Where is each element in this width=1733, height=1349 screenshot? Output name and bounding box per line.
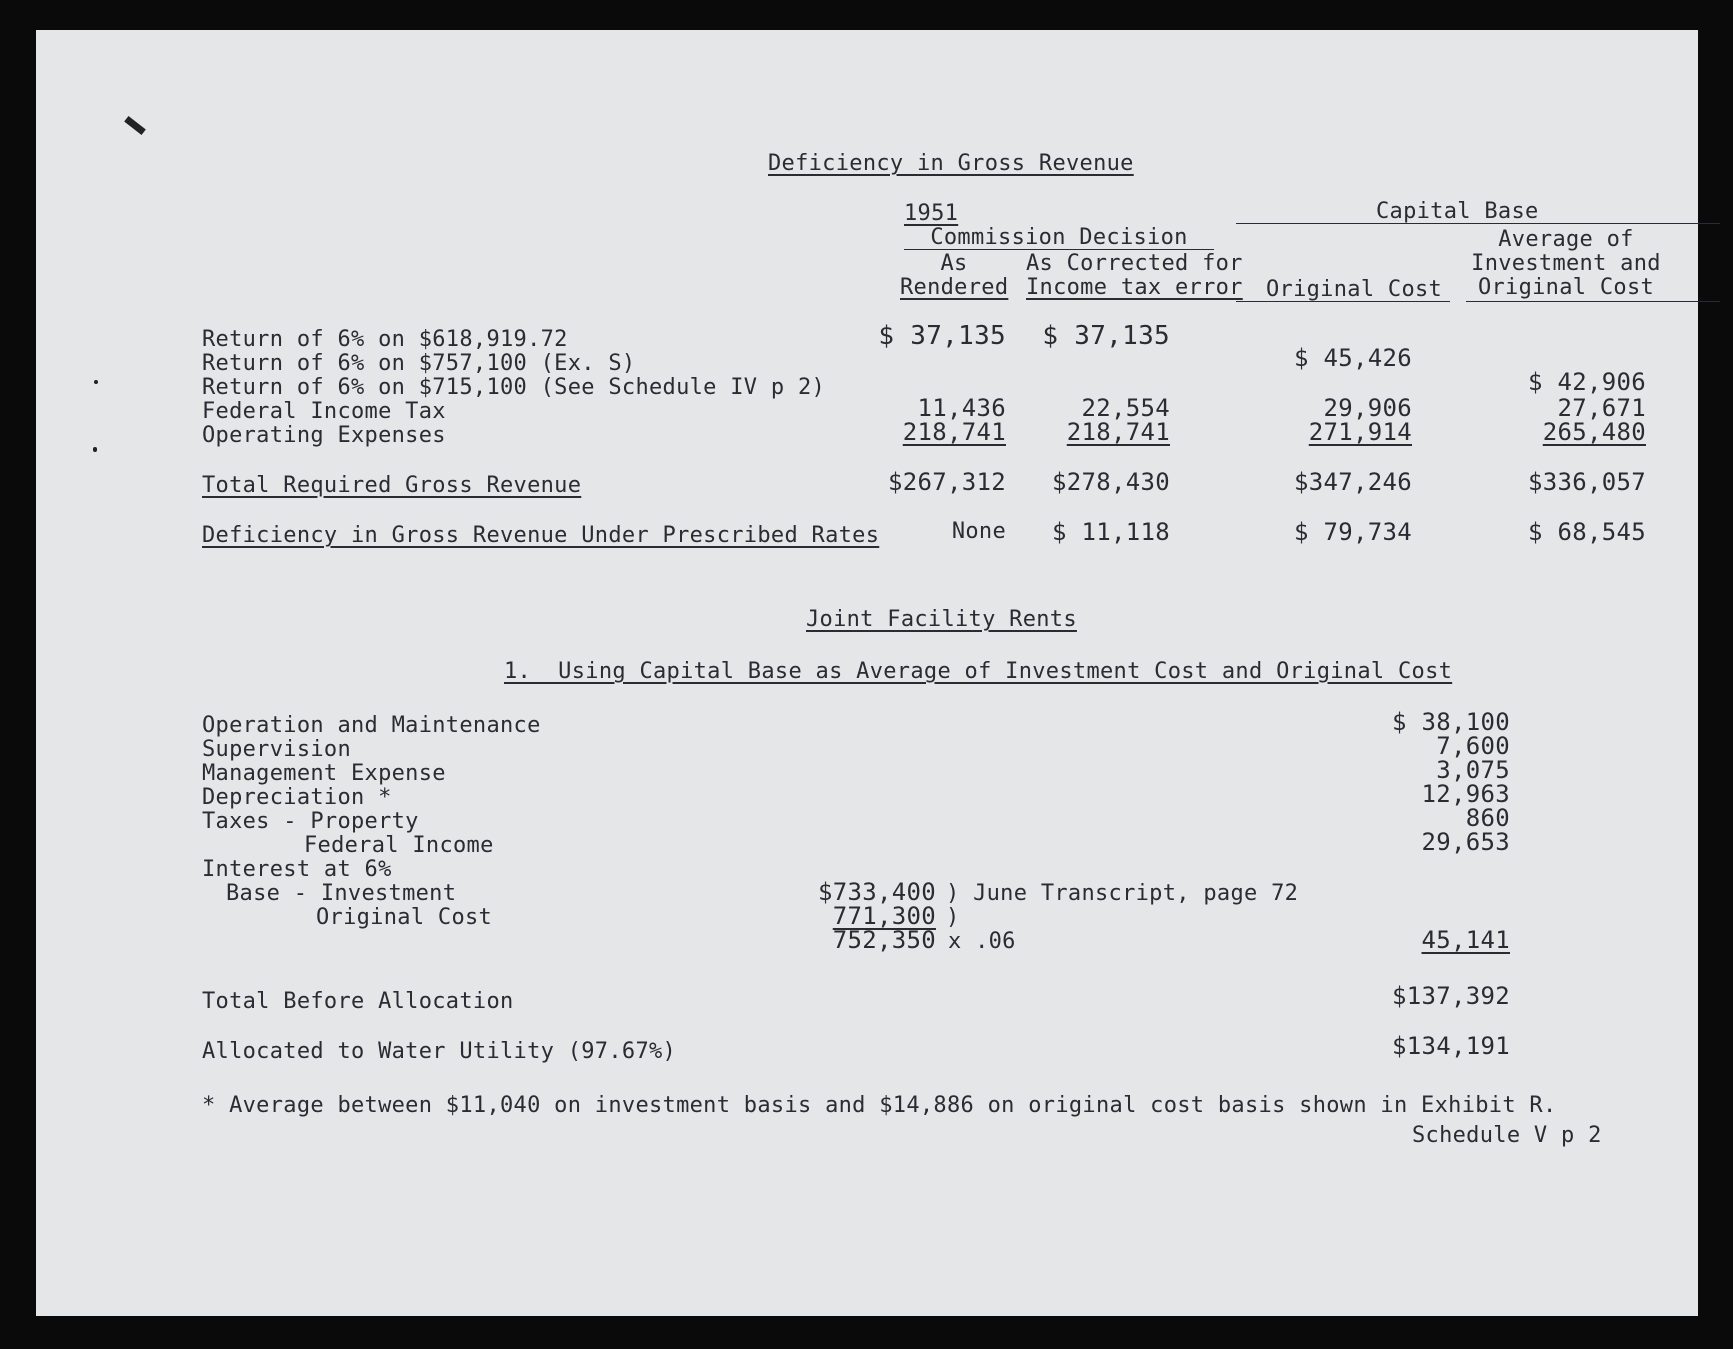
total-rendered: $267,312 <box>888 468 1006 496</box>
item-label: Operation and Maintenance <box>202 713 541 738</box>
section-title: Deficiency in Gross Revenue <box>768 151 1134 176</box>
multiplier: x .06 <box>948 929 1016 954</box>
interest-amount: 45,141 <box>1421 926 1510 954</box>
section-subtitle: 1. Using Capital Base as Average of Investment Cost and Original Cost <box>504 659 1453 684</box>
row-label: Return of 6% on $618,919.72 <box>202 327 568 352</box>
row-label: Return of 6% on $757,100 (Ex. S) <box>202 351 636 376</box>
original-value: 29,906 <box>1323 394 1412 422</box>
allocated-label: Allocated to Water Utility (97.67%) <box>202 1039 677 1064</box>
item-label: Supervision <box>202 737 351 762</box>
total-corrected: $278,430 <box>1052 468 1170 496</box>
total-before-amount: $137,392 <box>1392 982 1510 1010</box>
item-amount: 29,653 <box>1421 828 1510 856</box>
interest-label: Interest at 6% <box>202 857 392 882</box>
deficiency-corrected: $ 11,118 <box>1052 518 1170 546</box>
commission-decision-header: Commission Decision <box>930 225 1188 250</box>
total-original: $347,246 <box>1294 468 1412 496</box>
item-label: Federal Income <box>304 833 494 858</box>
base-investment-label: Base - Investment <box>226 881 457 906</box>
item-amount: $ 38,100 <box>1392 708 1510 736</box>
deficiency-original: $ 79,734 <box>1294 518 1412 546</box>
page-reference: Schedule V p 2 <box>1412 1123 1602 1148</box>
rendered-value: $ 37,135 <box>878 321 1006 351</box>
base-original-label: Original Cost <box>316 905 493 930</box>
item-label: Depreciation * <box>202 785 392 810</box>
item-amount: 7,600 <box>1436 732 1510 760</box>
rendered-value: 218,741 <box>902 418 1006 446</box>
capital-base-header: Capital Base <box>1376 199 1539 224</box>
col-as: As <box>940 251 968 276</box>
margin-dot <box>94 380 98 384</box>
col-original-cost-rule <box>1236 301 1450 302</box>
total-before-label: Total Before Allocation <box>202 989 514 1014</box>
col-rendered: Rendered <box>900 275 1009 300</box>
original-value: $ 45,426 <box>1294 344 1412 372</box>
col-corrected-1: As Corrected for <box>1026 251 1243 276</box>
original-value: 771,300 <box>832 902 936 930</box>
total-average: $336,057 <box>1528 468 1646 496</box>
item-amount: 860 <box>1465 804 1510 832</box>
row-label: Operating Expenses <box>202 423 446 448</box>
year-header: 1951 <box>904 201 959 226</box>
deficiency-rendered: None <box>951 519 1006 544</box>
deficiency-average: $ 68,545 <box>1528 518 1646 546</box>
col-original-cost: Original Cost <box>1266 277 1443 302</box>
item-label: Management Expense <box>202 761 446 786</box>
commission-decision-rule <box>904 249 1214 250</box>
section-title: Joint Facility Rents <box>806 607 1077 632</box>
average-value: 265,480 <box>1542 418 1646 446</box>
row-label: Federal Income Tax <box>202 399 446 424</box>
corrected-value: 22,554 <box>1081 394 1170 422</box>
document-page <box>36 30 1698 1316</box>
rendered-value: 11,436 <box>917 394 1006 422</box>
footnote: * Average between $11,040 on investment basis and $14,886 on original cost basis shown in Exhibit R. <box>202 1093 1557 1118</box>
item-label: Taxes - Property <box>202 809 419 834</box>
deficiency-label: Deficiency in Gross Revenue Under Prescribed Rates <box>202 523 880 548</box>
col-avg-1: Average of <box>1498 227 1634 252</box>
capital-base-rule <box>1236 223 1720 224</box>
item-amount: 3,075 <box>1436 756 1510 784</box>
item-amount: 12,963 <box>1421 780 1510 808</box>
row-label: Return of 6% on $715,100 (See Schedule IV p 2) <box>202 375 826 400</box>
total-required-label: Total Required Gross Revenue <box>202 473 582 498</box>
original-paren: ) <box>946 905 960 930</box>
average-value: $ 42,906 <box>1528 368 1646 396</box>
investment-value: $733,400 <box>818 878 936 906</box>
col-avg-3: Original Cost <box>1477 275 1655 300</box>
average-value: 27,671 <box>1557 394 1646 422</box>
col-corrected-2: Income tax error <box>1026 275 1243 300</box>
corrected-value: 218,741 <box>1066 418 1170 446</box>
investment-note: ) June Transcript, page 72 <box>946 881 1299 906</box>
ink-mark <box>124 116 146 135</box>
average-value: 752,350 <box>832 926 936 954</box>
allocated-amount: $134,191 <box>1392 1032 1510 1060</box>
col-avg-2: Investment and <box>1471 251 1661 276</box>
original-value: 271,914 <box>1308 418 1412 446</box>
col-avg-rule <box>1466 301 1720 302</box>
margin-dot <box>93 447 97 452</box>
corrected-value: $ 37,135 <box>1042 321 1170 351</box>
